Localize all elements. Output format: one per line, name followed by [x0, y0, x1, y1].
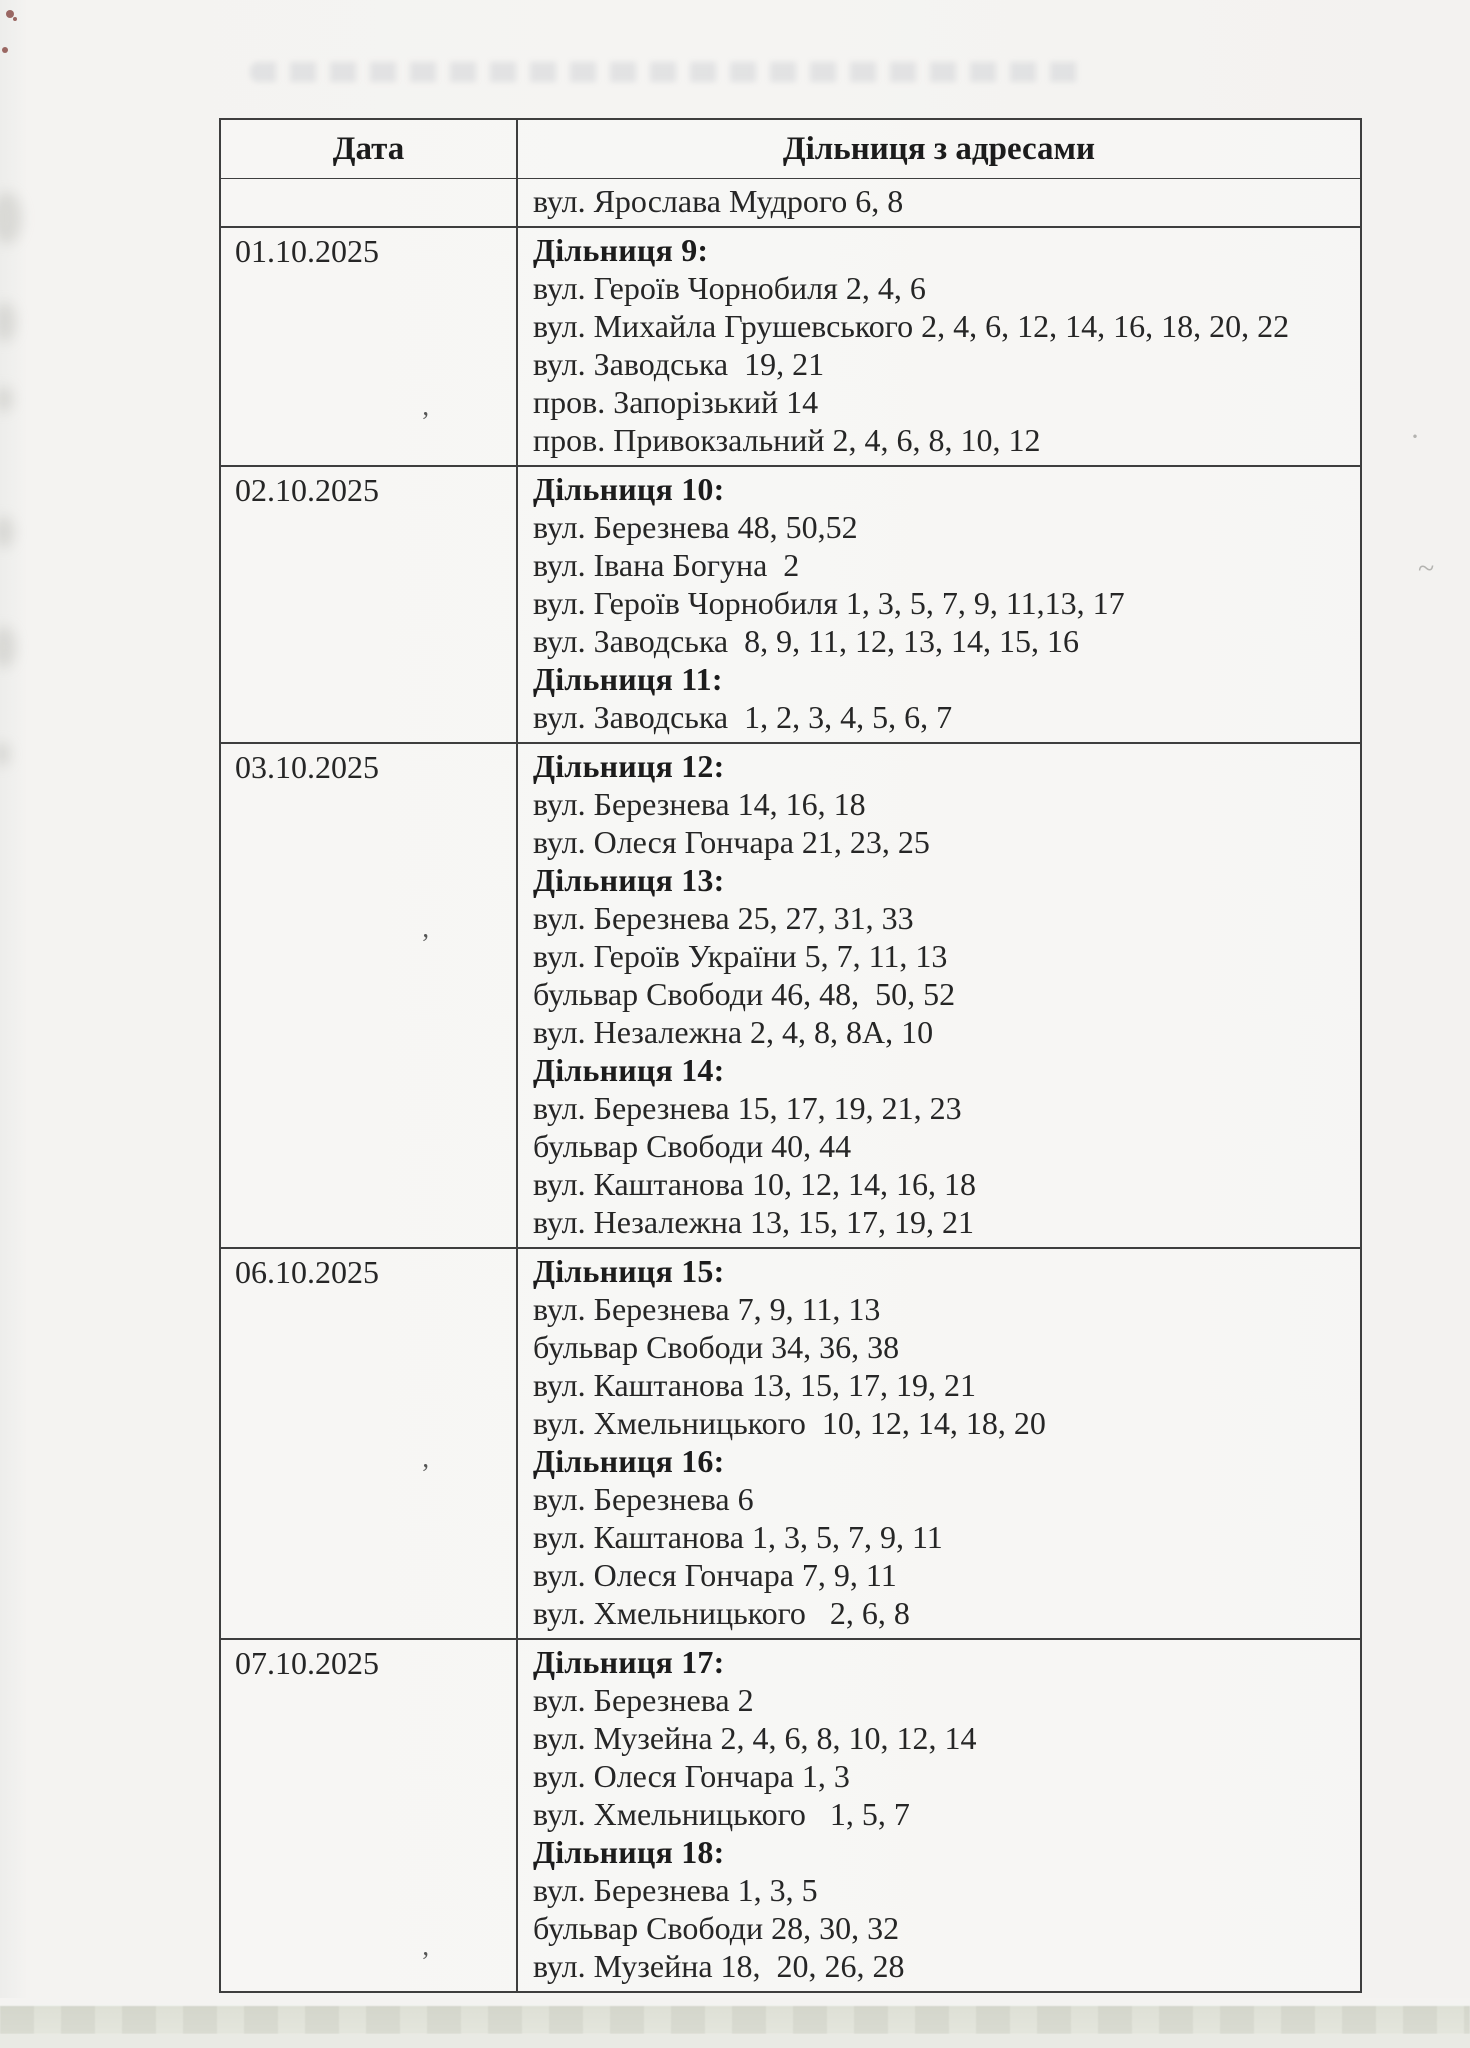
address-line: вул. Заводська 19, 21 — [533, 346, 825, 382]
address-line: пров. Привокзальний 2, 4, 6, 8, 10, 12 — [533, 422, 1041, 458]
address-line: вул. Каштанова 13, 15, 17, 19, 21 — [533, 1367, 976, 1403]
district-heading: Дільниця 16: — [533, 1443, 725, 1479]
scan-smudge — [0, 742, 10, 766]
scan-smudge — [0, 302, 16, 342]
address-line: вул. Березнева 6 — [533, 1481, 754, 1517]
table-row — [221, 226, 1360, 465]
address-line: вул. Івана Богуна 2 — [533, 547, 800, 583]
address-line: бульвар Свободи 46, 48, 50, 52 — [533, 976, 956, 1012]
address-line: бульвар Свободи 28, 30, 32 — [533, 1910, 900, 1946]
stray-mark: ’ — [421, 928, 430, 958]
address-column-label: Дільниця з адресами — [782, 130, 1096, 167]
address-line: вул. Героїв України 5, 7, 11, 13 — [533, 938, 948, 974]
date-cell: 01.10.2025 — [221, 228, 518, 465]
date-cell — [221, 179, 518, 226]
scan-speck — [2, 47, 8, 53]
schedule-table — [219, 118, 1362, 1993]
district-heading: Дільниця 17: — [533, 1644, 725, 1680]
address-line: пров. Запорізький 14 — [533, 384, 819, 420]
district-heading: Дільниця 9: — [533, 232, 709, 268]
address-line: вул. Хмельницького 1, 5, 7 — [533, 1796, 910, 1832]
table-row — [221, 179, 1360, 226]
address-cell — [518, 228, 1360, 465]
bleedthrough-ghost-text — [250, 62, 1090, 82]
address-line: бульвар Свободи 34, 36, 38 — [533, 1329, 900, 1365]
address-line: вул. Героїв Чорнобиля 1, 3, 5, 7, 9, 11,13, 17 — [533, 585, 1125, 621]
address-line: вул. Ярослава Мудрого 6, 8 — [533, 183, 904, 219]
district-heading: Дільниця 11: — [533, 661, 723, 697]
district-heading: Дільниця 13: — [533, 862, 725, 898]
address-line: вул. Олеся Гончара 7, 9, 11 — [533, 1557, 897, 1593]
address-cell — [518, 744, 1360, 1247]
scan-speck — [13, 17, 17, 21]
table-header-row — [221, 120, 1360, 179]
address-cell — [518, 1249, 1360, 1638]
address-line: вул. Олеся Гончара 21, 23, 25 — [533, 824, 930, 860]
date-column-header — [221, 120, 518, 178]
address-line: вул. Музейна 2, 4, 6, 8, 10, 12, 14 — [533, 1720, 977, 1756]
district-heading: Дільниця 15: — [533, 1253, 725, 1289]
address-line: вул. Березнева 48, 50,52 — [533, 509, 858, 545]
date-cell: 06.10.2025 — [221, 1249, 518, 1638]
address-line: бульвар Свободи 40, 44 — [533, 1128, 852, 1164]
address-cell — [518, 179, 1360, 226]
scan-smudge — [0, 626, 16, 668]
table-body — [221, 179, 1360, 1991]
scan-smudge — [0, 192, 22, 244]
table-row — [221, 742, 1360, 1247]
scan-bottom-texture-band — [0, 2006, 1470, 2034]
address-line: вул. Березнева 25, 27, 31, 33 — [533, 900, 914, 936]
address-line: вул. Березнева 15, 17, 19, 21, 23 — [533, 1090, 962, 1126]
date-column-label: Дата — [332, 131, 405, 167]
address-line: вул. Березнева 14, 16, 18 — [533, 786, 866, 822]
scan-bottom-gap — [0, 1998, 1470, 2006]
address-cell — [518, 1640, 1360, 1991]
address-line: вул. Березнева 1, 3, 5 — [533, 1872, 818, 1908]
date-cell: 03.10.2025 — [221, 744, 518, 1247]
address-line: вул. Незалежна 13, 15, 17, 19, 21 — [533, 1204, 975, 1240]
table-row — [221, 1638, 1360, 1991]
date-cell: 07.10.2025 — [221, 1640, 518, 1991]
address-line: вул. Каштанова 1, 3, 5, 7, 9, 11 — [533, 1519, 943, 1555]
scan-squiggle: ~ — [1418, 552, 1435, 585]
scan-smudge — [0, 386, 13, 412]
address-line: вул. Хмельницького 10, 12, 14, 18, 20 — [533, 1405, 1046, 1441]
district-heading: Дільниця 14: — [533, 1052, 725, 1088]
table-row — [221, 1247, 1360, 1638]
address-line: вул. Незалежна 2, 4, 8, 8А, 10 — [533, 1014, 934, 1050]
address-line: вул. Михайла Грушевського 2, 4, 6, 12, 14, 16, 18, 20, 22 — [533, 308, 1290, 344]
address-line: вул. Героїв Чорнобиля 2, 4, 6 — [533, 270, 926, 306]
date-cell: 02.10.2025 — [221, 467, 518, 742]
scan-bottom-strip — [0, 2034, 1470, 2048]
address-line: вул. Музейна 18, 20, 26, 28 — [533, 1948, 905, 1984]
address-cell — [518, 467, 1360, 742]
scan-smudge — [0, 516, 14, 548]
district-heading: Дільниця 10: — [533, 471, 725, 507]
stray-mark: ’ — [421, 1458, 430, 1488]
address-line: вул. Олеся Гончара 1, 3 — [533, 1758, 850, 1794]
stray-mark: ’ — [421, 406, 430, 436]
address-line: вул. Заводська 1, 2, 3, 4, 5, 6, 7 — [533, 699, 953, 735]
address-line: вул. Каштанова 10, 12, 14, 16, 18 — [533, 1166, 976, 1202]
scan-squiggle: · — [1410, 420, 1420, 453]
stray-mark: ’ — [421, 1946, 430, 1976]
address-line: вул. Березнева 7, 9, 11, 13 — [533, 1291, 881, 1327]
table-row — [221, 465, 1360, 742]
district-heading: Дільниця 18: — [533, 1834, 725, 1870]
address-line: вул. Березнева 2 — [533, 1682, 754, 1718]
district-heading: Дільниця 12: — [533, 748, 725, 784]
address-line: вул. Хмельницького 2, 6, 8 — [533, 1595, 910, 1631]
address-line: вул. Заводська 8, 9, 11, 12, 13, 14, 15, 16 — [533, 623, 1079, 659]
address-column-header — [518, 120, 1360, 178]
